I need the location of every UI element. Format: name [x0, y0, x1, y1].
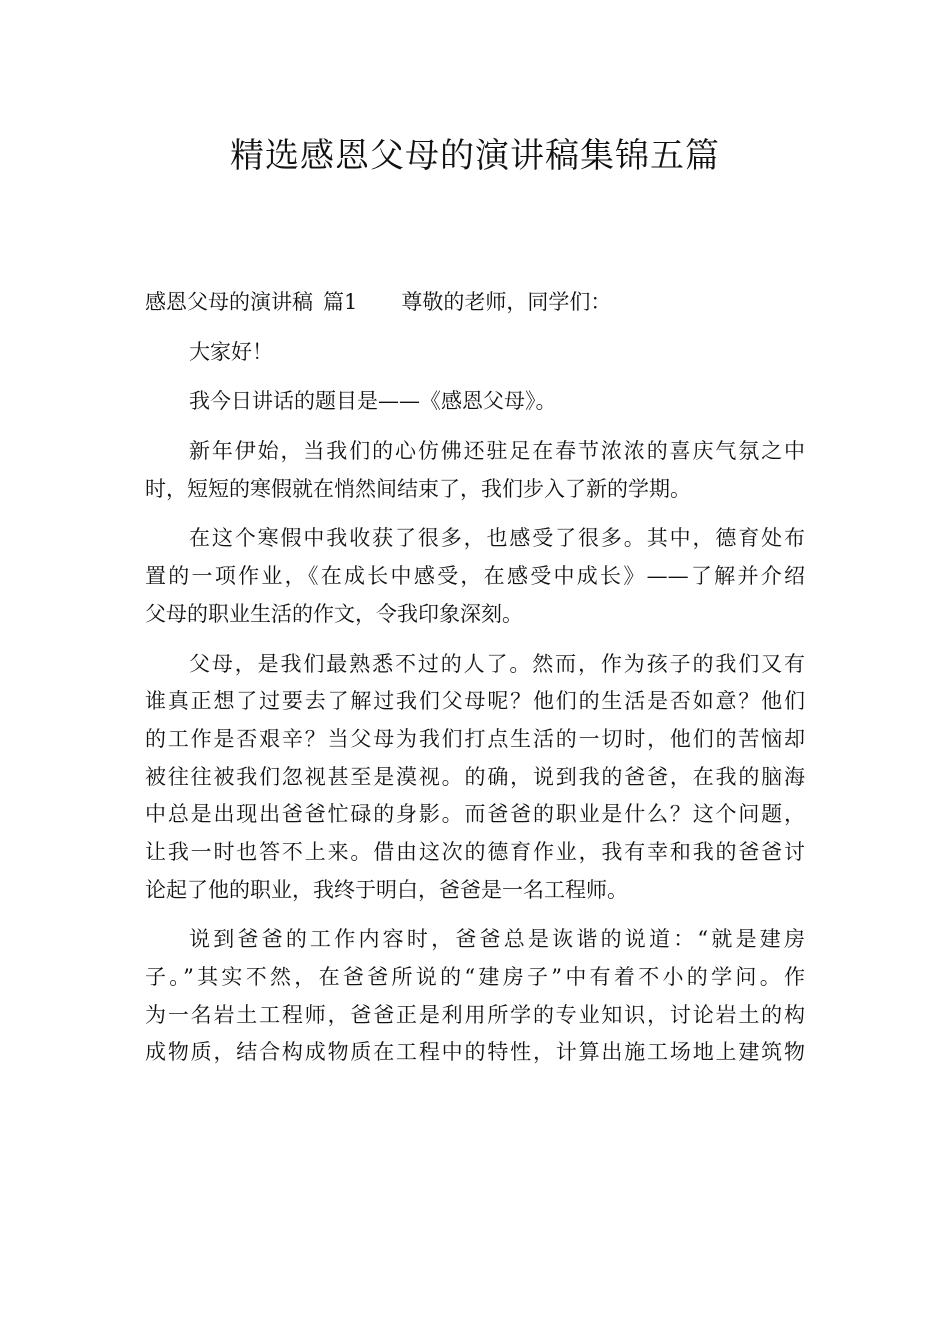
paragraph-line: 让我一时也答不上来。借由这次的德育作业，我有幸和我的爸爸讨	[145, 839, 805, 864]
paragraph-line: 说到爸爸的工作内容时，爸爸总是诙谐的说道：“就是建房	[189, 927, 805, 952]
paragraph-line: 中总是出现出爸爸忙碌的身影。而爸爸的职业是什么？这个问题，	[145, 802, 805, 827]
paragraph	[145, 520, 805, 633]
paragraph-line: 父母，是我们最熟悉不过的人了。然而，作为孩子的我们又有	[189, 651, 805, 676]
paragraph-line: 时，短短的寒假就在悄然间结束了，我们步入了新的学期。	[145, 476, 691, 501]
section-heading	[145, 284, 805, 322]
paragraph	[145, 921, 805, 1072]
paragraph-line: 新年伊始，当我们的心仿佛还驻足在春节浓浓的喜庆气氛之中	[189, 439, 805, 464]
paragraph-line: 子。”其实不然，在爸爸所说的“建房子”中有着不小的学问。作	[145, 965, 805, 989]
paragraph-line: 成物质，结合构成物质在工程中的特性，计算出施工场地上建筑物	[145, 1040, 805, 1065]
paragraph	[145, 334, 805, 372]
paragraph	[145, 383, 805, 421]
paragraph-line: 的工作是否艰辛？当父母为我们打点生活的一切时，他们的苦恼却	[145, 726, 805, 751]
section-number: 篇1	[323, 290, 358, 314]
paragraph-line: 在这个寒假中我收获了很多，也感受了很多。其中，德育处布	[189, 526, 805, 551]
paragraph-list	[145, 334, 805, 1072]
paragraph-line: 谁真正想了过要去了解过我们父母呢？他们的生活是否如意？他们	[145, 689, 805, 714]
paragraph-line: 我今日讲话的题目是——《感恩父母》。	[189, 389, 557, 414]
document-body	[145, 284, 805, 1072]
paragraph-line: 父母的职业生活的作文，令我印象深刻。	[145, 601, 523, 626]
paragraph	[145, 433, 805, 508]
greeting: 尊敬的老师，同学们：	[401, 290, 612, 314]
paragraph-line: 为一名岩土工程师，爸爸正是利用所学的专业知识，讨论岩土的构	[145, 1002, 805, 1027]
document-title: 精选感恩父母的演讲稿集锦五篇	[230, 136, 720, 176]
paragraph-line: 置的一项作业，《在成长中感受，在感受中成长》——了解并介绍	[145, 564, 805, 589]
section-label: 感恩父母的演讲稿	[145, 290, 313, 314]
paragraph-line: 大家好！	[189, 339, 273, 364]
paragraph	[145, 646, 805, 910]
paragraph-line: 论起了他的职业，我终于明白，爸爸是一名工程师。	[145, 877, 628, 902]
paragraph-line: 被往往被我们忽视甚至是漠视。的确，说到我的爸爸，在我的脑海	[145, 764, 805, 789]
